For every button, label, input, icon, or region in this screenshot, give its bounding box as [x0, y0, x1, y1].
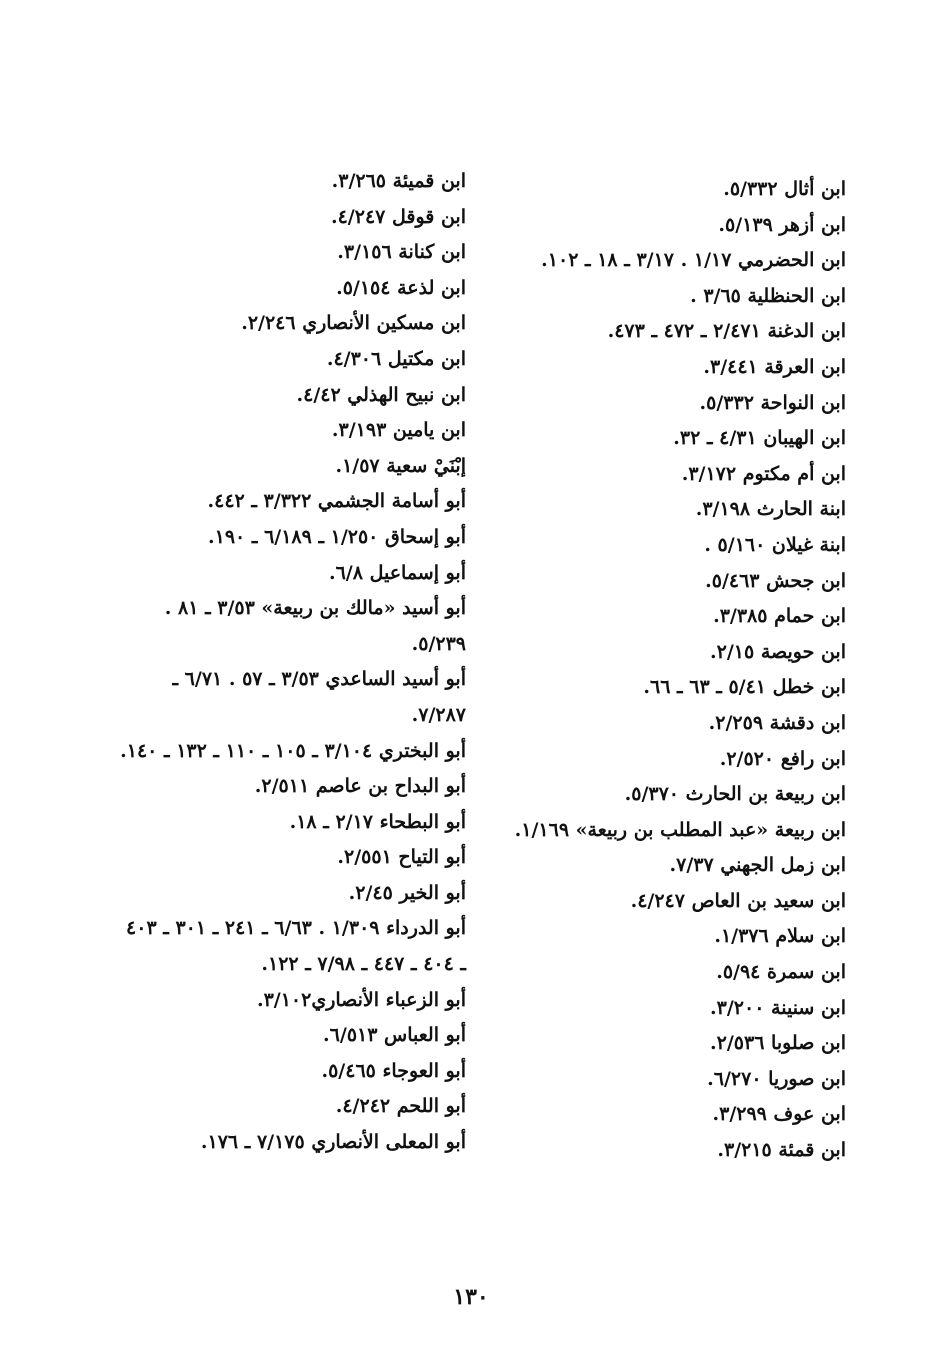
index-entry: ابن يامين ٣/١٩٣.: [331, 419, 466, 442]
index-entry: ابنة الحارث ٣/١٩٨.: [695, 498, 846, 521]
index-entry: أبو إسماعيل ٦/٨.: [328, 561, 466, 584]
index-entry: أبو أسيد الساعدي ٣/٥٣ ـ ٥٧ . ٦/٧١ ـ ٧/٢٨٧.: [172, 668, 466, 726]
index-entry: أبو إسحاق ١/٢٥٠ ـ ٦/١٨٩ ـ ١٩٠.: [208, 525, 466, 548]
index-entry: أبو الخير ٢/٤٥.: [348, 881, 466, 904]
index-entry: ابن أم مكتوم ٣/١٧٢.: [681, 462, 846, 485]
index-entry: ابن لذعة ٥/١٥٤.: [336, 276, 466, 299]
index-entry: ابن الهيبان ٤/٣١ ـ ٣٢.: [673, 427, 846, 450]
index-entry: ابن قميئة ٣/٢٦٥.: [331, 170, 466, 192]
index-entry: ابن صلوبا ٢/٥٣٦.: [710, 1032, 846, 1055]
index-entry: ابن قوقل ٤/٢٤٧.: [330, 205, 466, 228]
index-entry: ابن حمام ٣/٣٨٥.: [713, 605, 846, 628]
index-entry: ابنة غيلان ٥/١٦٠ .: [704, 533, 846, 556]
index-entry: ابن عوف ٣/٢٩٩.: [712, 1103, 846, 1126]
index-entry: ابن سنينة ٣/٢٠٠.: [710, 996, 846, 1019]
index-entry: ابن سلام ١/٣٧٦.: [714, 925, 846, 948]
index-entry: ابن ربيعة «عبد المطلب بن ربيعة» ١/١٦٩.: [514, 818, 846, 841]
index-entry: أبو البطحاء ٢/١٧ ـ ١٨.: [289, 810, 466, 833]
index-entry: ابن سعيد بن العاص ٤/٢٤٧.: [630, 889, 846, 912]
index-entry: ابن الحضرمي ١/١٧ . ٣/١٧ ـ ١٨ ـ ١٠٢.: [541, 249, 846, 272]
index-entry: ابن كنانة ٣/١٥٦.: [337, 241, 466, 264]
index-entry: أبو الزعباء الأنصاري٣/١٠٢.: [256, 988, 466, 1011]
page-number: ١٣٠: [453, 1284, 489, 1310]
index-entry: أبو أسيد «مالك بن ربيعة» ٣/٥٣ ـ ٨١ . ٥/٢٣٩.: [164, 597, 466, 655]
index-entry: ابن دقشة ٢/٢٥٩.: [708, 711, 846, 734]
index-entry: ابن جحش ٥/٤٦٣.: [705, 569, 846, 592]
index-entry: ابن مسكين الأنصاري ٢/٢٤٦.: [241, 312, 466, 335]
index-entry: أبو أسامة الجشمي ٣/٣٢٢ ـ ٤٤٢.: [207, 490, 466, 513]
index-entry: أبو العوجاء ٥/٤٦٥.: [321, 1059, 466, 1082]
index-entry: ابن الحنظلية ٣/٦٥ .: [690, 284, 846, 307]
index-entry: ابن صوريا ٦/٢٧٠.: [707, 1067, 846, 1090]
index-entry: ابن أثال ٥/٣٣٢.: [723, 178, 846, 200]
index-entry: إبْنَيْ سعية ١/٥٧.: [335, 454, 466, 477]
index-entry: ابن خطل ٥/٤١ ـ ٦٣ ـ ٦٦.: [643, 676, 846, 699]
index-entry: ابن قمئة ٣/٢١٥.: [717, 1139, 846, 1162]
index-entry: أبو العباس ٦/٥١٣.: [323, 1024, 466, 1047]
index-entry: ابن مكتيل ٤/٣٠٦.: [326, 347, 466, 370]
index-entry: أبو التياح ٢/٥٥١.: [337, 846, 466, 869]
index-column-right: [506, 172, 846, 1169]
index-entry: ابن أزهر ٥/١٣٩.: [718, 213, 846, 236]
index-column-left: [116, 164, 466, 1161]
index-entry: ابن ربيعة بن الحارث ٥/٣٧٠.: [624, 783, 846, 806]
index-entry: ابن الدغنة ٢/٤٧١ ـ ٤٧٢ ـ ٤٧٣.: [607, 320, 846, 343]
index-entry: ابن النواحة ٥/٣٣٢.: [699, 391, 846, 414]
index-entry: أبو البختري ٣/١٠٤ ـ ١٠٥ ـ ١١٠ ـ ١٣٢ ـ ١٤٠.: [120, 739, 466, 762]
index-entry: ابن نبيح الهذلي ٤/٤٢.: [296, 383, 466, 406]
index-entry: أبو اللحم ٤/٢٤٢.: [335, 1095, 466, 1118]
index-entry: أبو الدرداء ١/٣٠٩ . ٦/٦٣ ـ ٢٤١ ـ ٣٠١ ـ ٤٠٣ ـ ٤٠٤ ـ ٤٤٧ ـ ٧/٩٨ ـ ١٢٢.: [126, 917, 466, 976]
index-entry: ابن حويصة ٢/١٥.: [710, 640, 846, 663]
index-entry: ابن زمل الجهني ٧/٣٧.: [669, 854, 846, 877]
index-entry: ابن سمرة ٥/٩٤.: [716, 961, 846, 984]
index-entry: ابن العرقة ٣/٤٤١.: [703, 355, 846, 378]
index-entry: أبو المعلى الأنصاري ٧/١٧٥ ـ ١٧٦.: [200, 1131, 466, 1154]
index-entry: ابن رافع ٢/٥٢٠.: [719, 747, 846, 770]
index-entry: أبو البداح بن عاصم ٢/٥١١.: [254, 775, 466, 798]
